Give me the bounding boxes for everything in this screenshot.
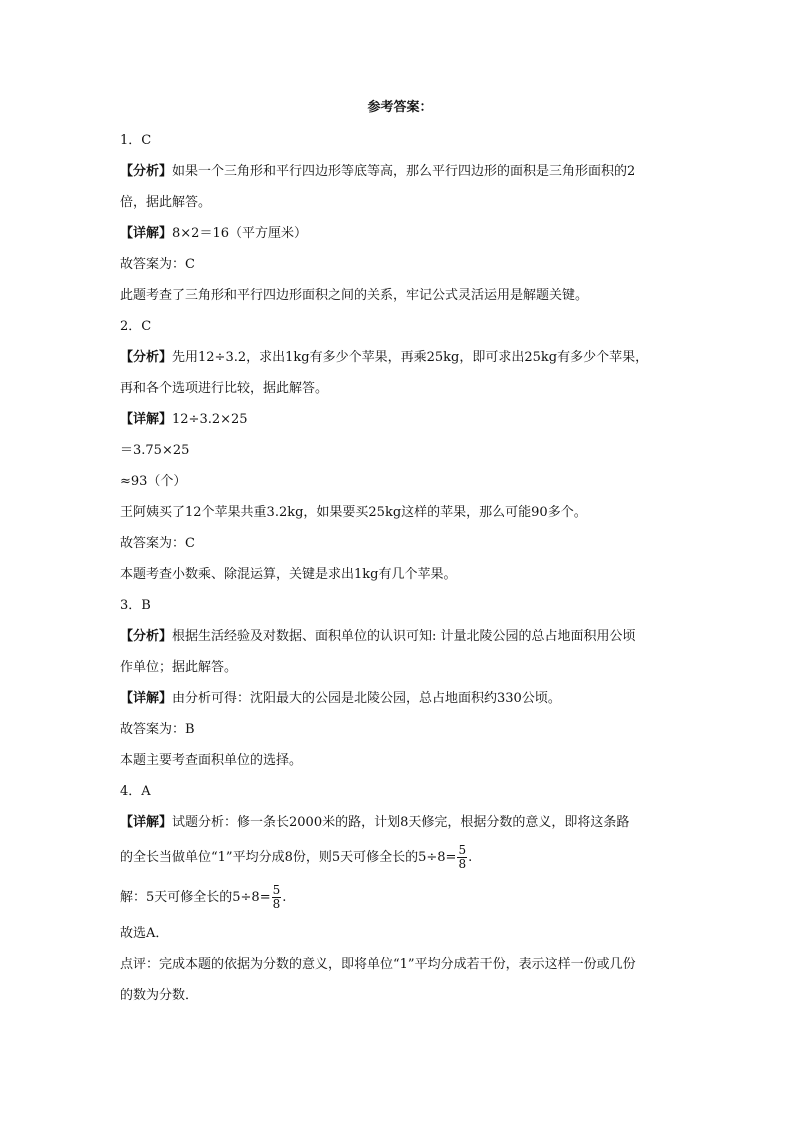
q4-detail-text: 试题分析：修一条长2000米的路，计划8天修完，根据分数的意义，即将这条路 (172, 815, 630, 830)
q4-detail-line2 (120, 838, 680, 878)
q2-detail-line3: ≈93（个） (120, 474, 187, 489)
q1-number: 1．C (120, 133, 152, 148)
fraction-numerator: 5 (272, 883, 281, 897)
q4-choice: 故选A． (120, 926, 169, 941)
fraction (272, 884, 282, 911)
q1-detail (120, 218, 680, 249)
q2-comment: 本题考查小数乘、除混运算，关键是求出1kg有几个苹果。 (120, 567, 457, 582)
fraction-denominator: 8 (272, 897, 281, 911)
q4-detail-line2-text: 的全长当做单位“1”平均分成8份，则5天可修全长的5÷8= (120, 850, 457, 865)
q2-detail-line1 (120, 404, 680, 435)
q2-detail-line4: 王阿姨买了12个苹果共重3.2kg，如果要买25kg这样的苹果，那么可能90多个。 (120, 505, 587, 520)
fraction (457, 844, 467, 871)
q4-solve (120, 878, 680, 918)
detail-tag: 【详解】 (120, 412, 173, 427)
q2-detail-text: 12÷3.2×25 (172, 412, 248, 427)
q3-answer: 故答案为：B (120, 722, 195, 737)
q3-number: 3．B (120, 598, 151, 613)
page-title: 参考答案： (367, 100, 433, 115)
analysis-tag: 【分析】 (120, 629, 173, 644)
detail-tag: 【详解】 (120, 691, 173, 706)
q2-answer: 故答案为：C (120, 536, 195, 551)
q2-analysis-text: 先用12÷3.2，求出1kg有多少个苹果，再乘25kg，即可求出25kg有多少个苹果， (172, 350, 649, 365)
q1-comment: 此题考查了三角形和平行四边形面积之间的关系，牢记公式灵活运用是解题关键。 (120, 288, 589, 303)
q4-solve-end: . (282, 890, 287, 905)
q2-analysis-line1 (120, 342, 680, 373)
q4-number: 4．A (120, 784, 151, 799)
q3-comment: 本题主要考查面积单位的选择。 (120, 753, 303, 768)
fraction-numerator: 5 (458, 843, 467, 857)
detail-tag: 【详解】 (120, 815, 173, 830)
q4-comment-line1: 点评：完成本题的依据为分数的意义，即将单位“1”平均分成若干份，表示这样一份或几份 (120, 957, 636, 972)
answer-page (120, 92, 680, 1011)
q4-comment-line2: 的数为分数． (120, 988, 199, 1003)
q3-detail (120, 683, 680, 714)
detail-tag: 【详解】 (120, 226, 173, 241)
q1-detail-text: 8×2＝16（平方厘米） (172, 226, 307, 241)
q4-detail-line1 (120, 807, 680, 838)
q3-analysis-line2: 作单位；据此解答。 (120, 660, 238, 675)
q3-analysis-line1 (120, 621, 680, 652)
analysis-tag: 【分析】 (120, 164, 173, 179)
fraction-denominator: 8 (458, 857, 467, 871)
q3-detail-text: 由分析可得：沈阳最大的公园是北陵公园，总占地面积约330公顷。 (172, 691, 561, 706)
analysis-tag: 【分析】 (120, 350, 173, 365)
q1-analysis-text: 如果一个三角形和平行四边形等底等高，那么平行四边形的面积是三角形面积的2 (172, 164, 636, 179)
q2-analysis-line2: 再和各个选项进行比较，据此解答。 (120, 381, 329, 396)
q4-solve-text: 解：5天可修全长的5÷8= (120, 890, 271, 905)
q1-answer: 故答案为：C (120, 257, 195, 272)
q2-detail-line2: ＝3.75×25 (120, 443, 190, 458)
q2-number: 2．C (120, 319, 152, 334)
q1-analysis-line1 (120, 156, 680, 187)
q4-detail-line2-end: . (468, 850, 473, 865)
q1-analysis-line2: 倍，据此解答。 (120, 195, 212, 210)
q3-analysis-text: 根据生活经验及对数据、面积单位的认识可知: 计量北陵公园的总占地面积用公顷 (172, 629, 636, 644)
